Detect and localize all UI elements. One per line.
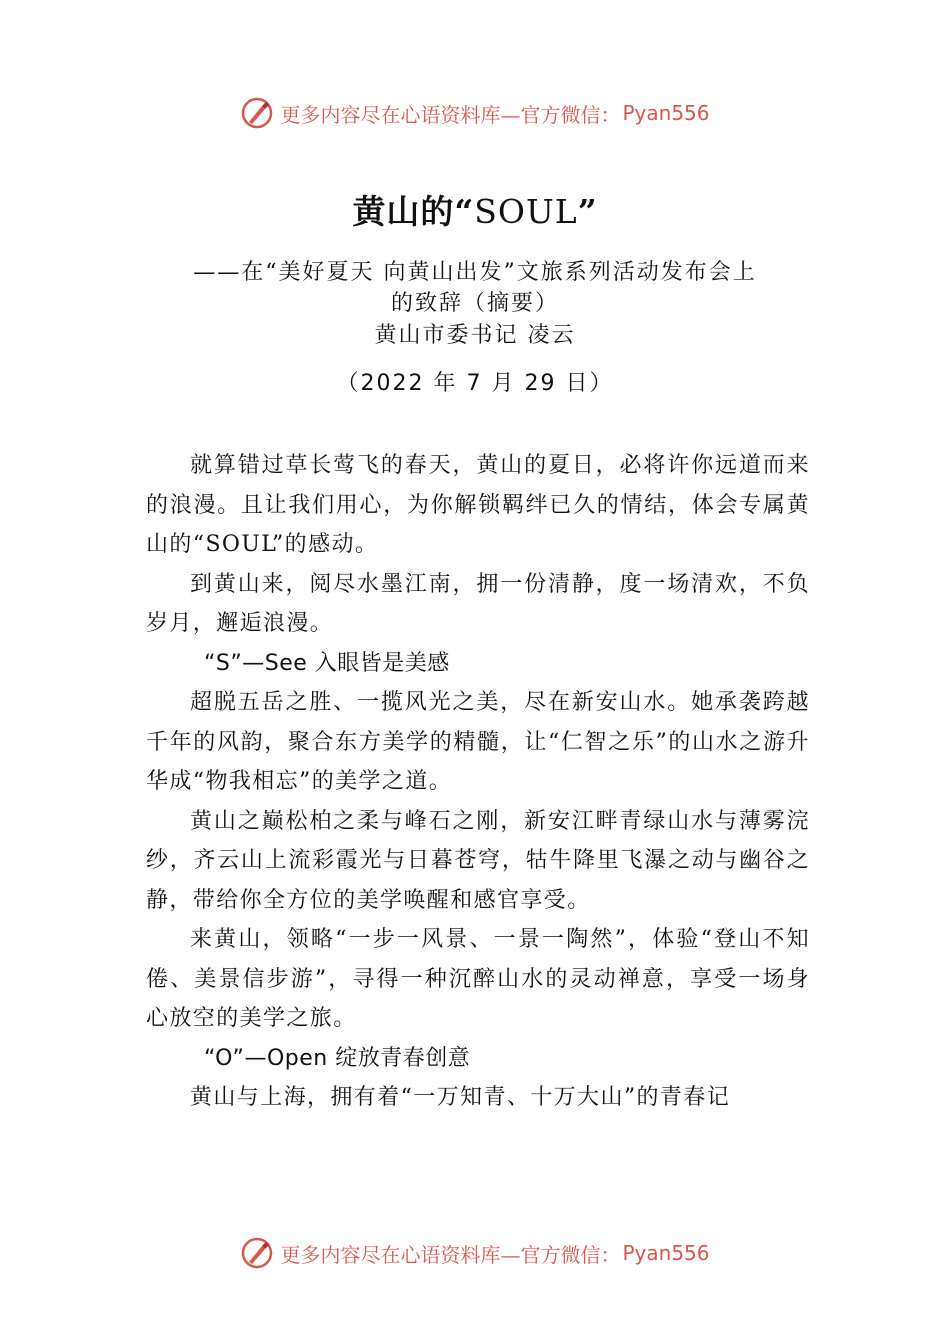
article-body bbox=[146, 446, 810, 1118]
paragraph-3: 超脱五岳之胜、一揽风光之美，尽在新安山水。她承袭跨越千年的风韵，聚合东方美学的精髓，让“仁智之乐”的山水之游升华成“物我相忘”的美学之道。 bbox=[146, 690, 810, 794]
title-close-quote: ” bbox=[577, 192, 598, 231]
paragraph-5: 来黄山，领略“一步一风景、一景一陶然”，体验“登山不知倦、美景信步游”，寻得一种沉醉山水的灵动禅意，享受一场身心放空的美学之旅。 bbox=[146, 927, 810, 1031]
author-line: 黄山市委书记 凌云 bbox=[374, 323, 576, 348]
watermark-header bbox=[0, 96, 950, 130]
section-heading-o: “O”—Open 绽放青春创意 bbox=[204, 1045, 471, 1071]
pen-logo-icon bbox=[240, 1236, 274, 1270]
watermark-handle: Pyan556 bbox=[622, 101, 710, 125]
title-main: 黄山的“ bbox=[352, 192, 475, 231]
paragraph-1: 就算错过草长莺飞的春天，黄山的夏日，必将许你远道而来的浪漫。且让我们用心，为你解锁羁绊已久的情结，体会专属黄山的“SOUL”的感动。 bbox=[146, 453, 810, 557]
watermark-text: 更多内容尽在心语资料库—官方微信： bbox=[280, 1242, 621, 1267]
speech-date: （2022 年 7 月 29 日） bbox=[336, 371, 614, 396]
watermark-footer bbox=[0, 1236, 950, 1270]
paragraph-6: 黄山与上海，拥有着“一万知青、十万大山”的青春记 bbox=[190, 1085, 731, 1110]
document-title bbox=[0, 186, 950, 233]
subtitle-line-1: ——在“美好夏天 向黄山出发”文旅系列活动发布会上 bbox=[193, 260, 757, 285]
subtitle-line-2: 的致辞（摘要） bbox=[390, 291, 559, 316]
title-soul: SOUL bbox=[474, 192, 578, 231]
watermark-handle: Pyan556 bbox=[622, 1241, 710, 1265]
paragraph-2: 到黄山来，阅尽水墨江南，拥一份清静，度一场清欢，不负岁月，邂逅浪漫。 bbox=[146, 571, 810, 636]
section-heading-s: “S”—See 入眼皆是美感 bbox=[204, 650, 450, 676]
paragraph-4: 黄山之巅松柏之柔与峰石之刚，新安江畔青绿山水与薄雾浣纱，齐云山上流彩霞光与日暮苍穹，牯牛降里飞瀑之动与幽谷之静，带给你全方位的美学唤醒和感官享受。 bbox=[146, 808, 810, 913]
watermark-text: 更多内容尽在心语资料库—官方微信： bbox=[280, 102, 621, 127]
pen-logo-icon bbox=[240, 96, 274, 130]
